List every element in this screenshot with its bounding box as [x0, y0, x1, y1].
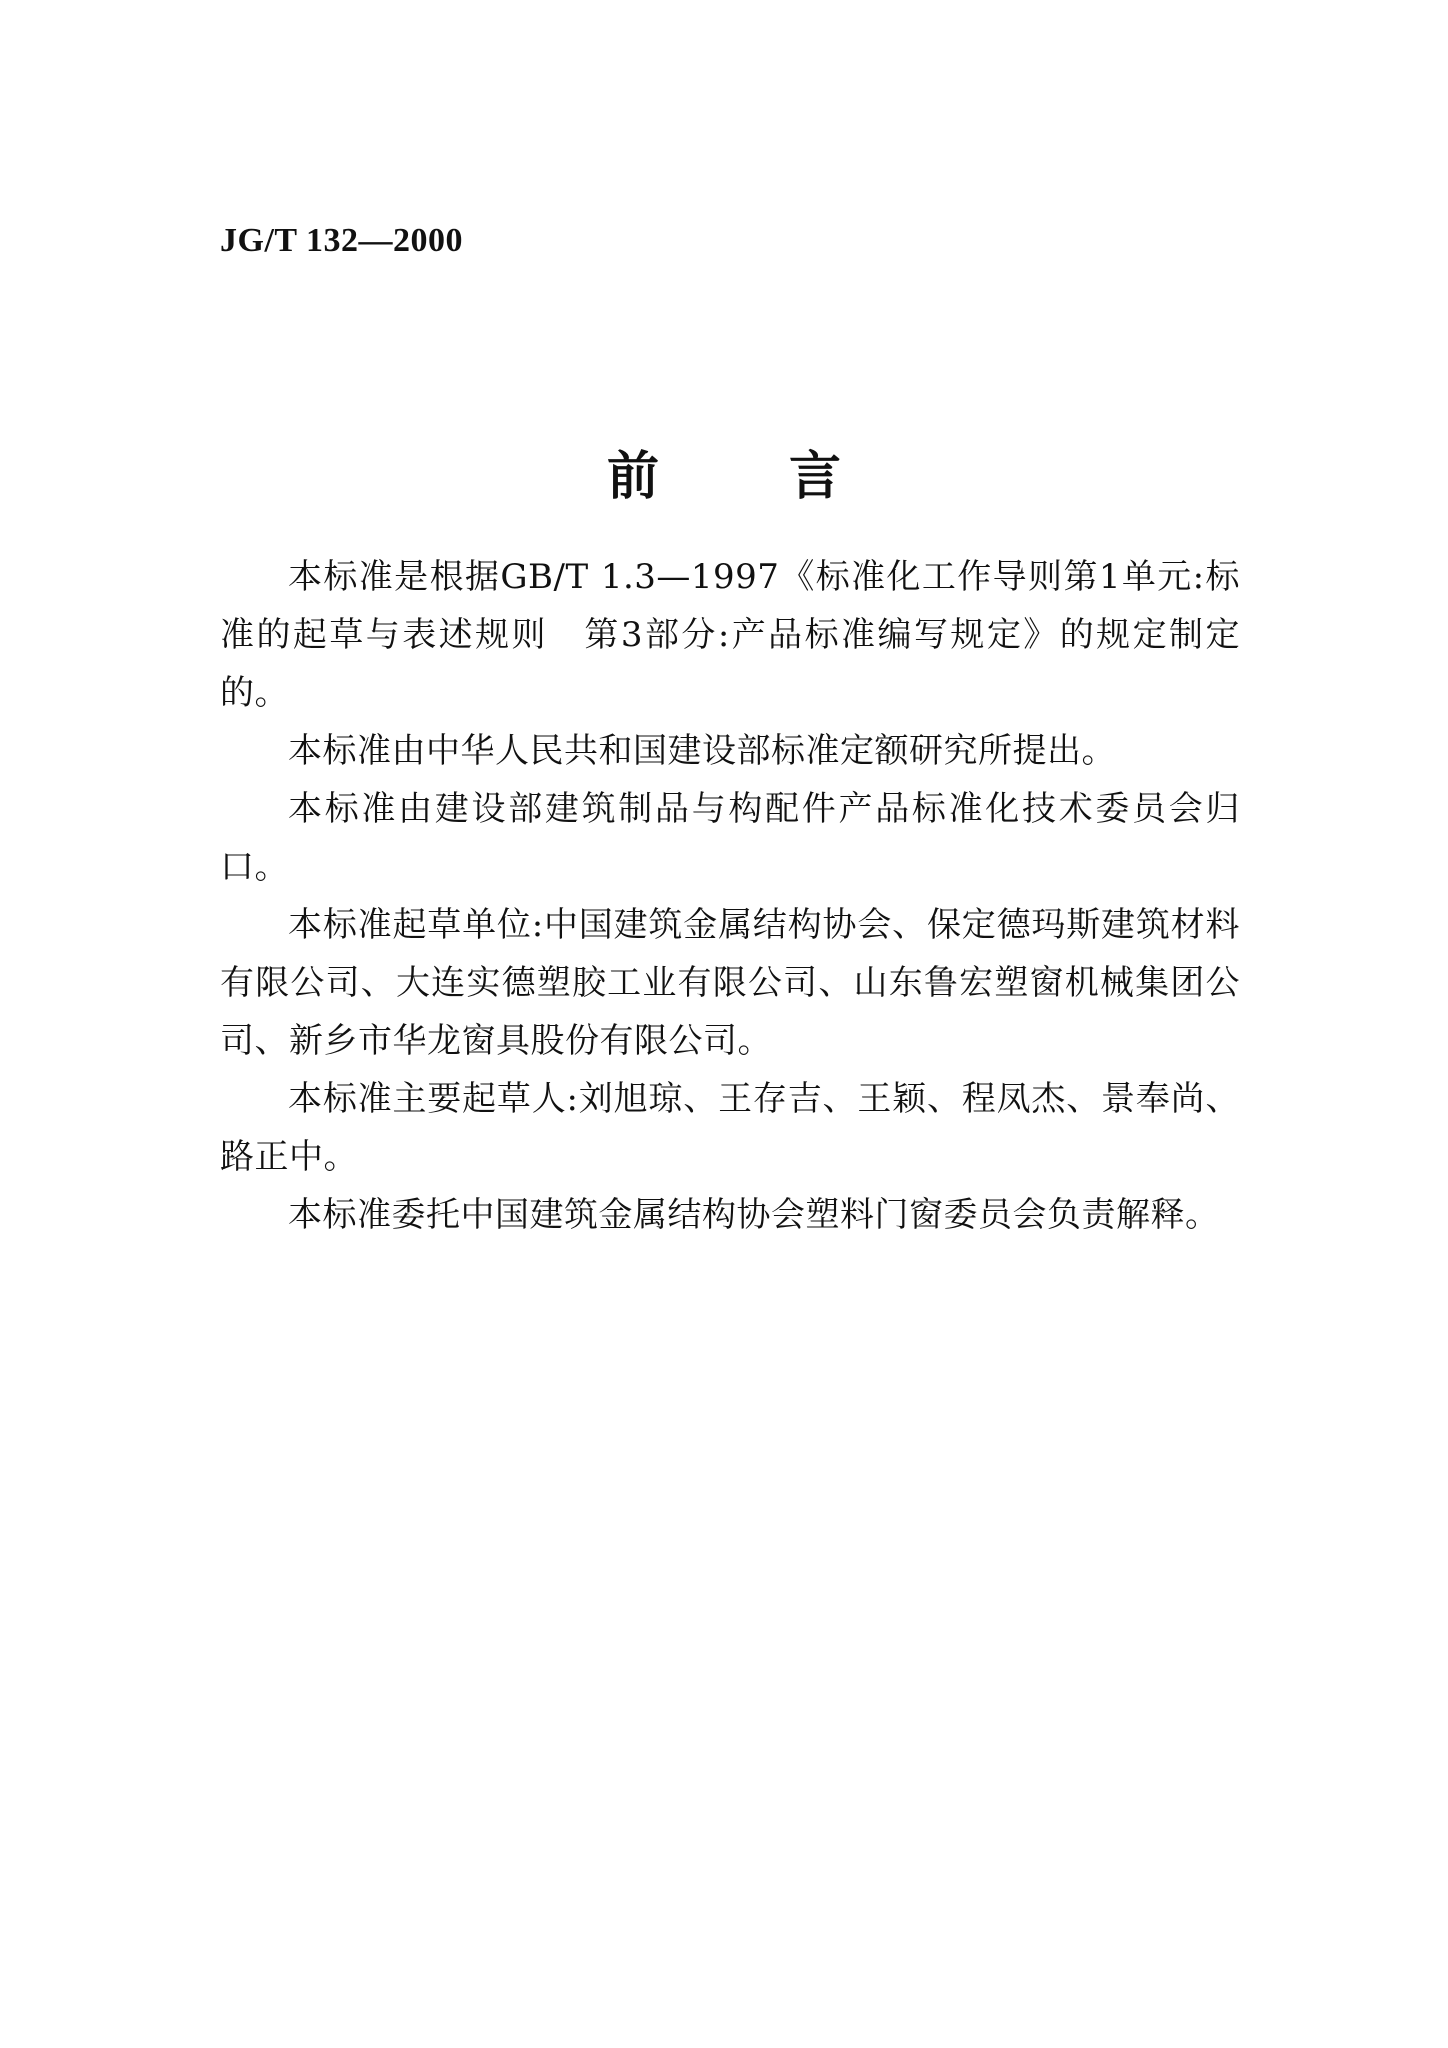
paragraph-proposer: 本标准由中华人民共和国建设部标准定额研究所提出。 [288, 731, 1116, 771]
paragraph-administration: 本标准由建设部建筑制品与构配件产品标准化技术委员会归口。 [220, 789, 1240, 887]
paragraph-drafters: 本标准主要起草人:刘旭琼、王存吉、王颖、程凤杰、景奉尚、路正中。 [220, 1079, 1240, 1177]
foreword-body [220, 548, 1240, 1244]
paragraph-basis: 本标准是根据GB/T 1.3—1997《标准化工作导则第1单元:标准的起草与表述规则 第3部分:产品标准编写规定》的规定制定的。 [220, 557, 1240, 713]
paragraph-drafting-units: 本标准起草单位:中国建筑金属结构协会、保定德玛斯建筑材料有限公司、大连实德塑胶工业有限公司、山东鲁宏塑窗机械集团公司、新乡市华龙窗具股份有限公司。 [220, 905, 1240, 1061]
paragraph-interpretation: 本标准委托中国建筑金属结构协会塑料门窗委员会负责解释。 [288, 1195, 1220, 1235]
title-char-2: 言 [789, 447, 842, 507]
title-char-1: 前 [606, 447, 659, 507]
standard-code: JG/T 132—2000 [220, 222, 463, 259]
page-title [0, 446, 1448, 508]
